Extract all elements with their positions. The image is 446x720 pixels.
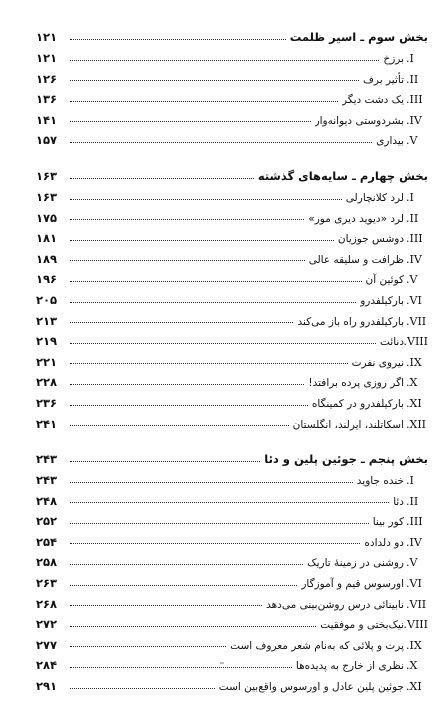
dot-leader bbox=[70, 121, 311, 122]
dot-leader bbox=[70, 585, 297, 586]
chapter-numeral: IV. bbox=[406, 113, 422, 127]
page-number: ۲۳۶ bbox=[36, 395, 58, 410]
toc-entry bbox=[36, 290, 428, 311]
chapter-title: اگر روزی پرده برافتد! bbox=[308, 377, 404, 390]
toc-entry bbox=[36, 393, 428, 414]
section-four bbox=[36, 165, 428, 434]
dot-leader bbox=[70, 240, 334, 241]
dot-leader bbox=[70, 461, 260, 462]
page-number: ۲۴۳ bbox=[36, 452, 58, 467]
chapter-title: پرت و پلائی که به‌نام شعر معروف است bbox=[230, 639, 404, 652]
chapter-numeral: V. bbox=[406, 134, 418, 148]
chapter-numeral: V. bbox=[406, 273, 418, 287]
page-number: ۱۶۳ bbox=[36, 168, 58, 183]
chapter-numeral: VI. bbox=[406, 577, 422, 591]
dot-leader bbox=[70, 543, 360, 544]
chapter-title: بارکیلفدرو راه باز می‌کند bbox=[297, 315, 404, 328]
page-number: ۲۴۱ bbox=[36, 416, 58, 431]
page-number: ۱۸۱ bbox=[36, 231, 58, 246]
dot-leader bbox=[70, 363, 348, 364]
page-number: ۲۱۳ bbox=[36, 313, 58, 328]
dot-leader bbox=[70, 101, 338, 102]
toc-entry bbox=[36, 614, 428, 635]
toc-entry bbox=[36, 269, 428, 290]
dot-leader bbox=[70, 482, 353, 483]
chapter-title: دنائت bbox=[379, 336, 404, 349]
chapter-numeral: X. bbox=[406, 376, 418, 390]
page-number: ۲۸۴ bbox=[36, 658, 58, 673]
chapter-numeral: VI. bbox=[406, 293, 422, 307]
dot-leader bbox=[70, 219, 304, 220]
chapter-numeral: IX. bbox=[406, 638, 422, 652]
toc-entry bbox=[36, 249, 428, 270]
page-number: ۲۲۱ bbox=[36, 354, 58, 369]
dot-leader bbox=[70, 260, 305, 261]
dot-leader bbox=[70, 199, 342, 200]
chapter-numeral: VIII. bbox=[403, 335, 428, 349]
chapter-numeral: VII. bbox=[406, 597, 427, 611]
toc-entry bbox=[36, 470, 428, 491]
chapter-numeral: II. bbox=[406, 211, 419, 225]
page-number: ۲۴۸ bbox=[36, 493, 58, 508]
dot-leader bbox=[70, 667, 292, 668]
section-heading bbox=[36, 26, 428, 48]
page-number: ۱۷۵ bbox=[36, 210, 58, 225]
page-number: ۱۶۳ bbox=[36, 189, 58, 204]
page-number: ۲۵۸ bbox=[36, 555, 58, 570]
dot-leader bbox=[70, 39, 286, 40]
chapter-numeral: IX. bbox=[406, 355, 422, 369]
page-number: ۲۱۹ bbox=[36, 334, 58, 349]
toc-entry bbox=[36, 187, 428, 208]
page-number: ۱۸۹ bbox=[36, 251, 58, 266]
toc-entry bbox=[36, 552, 428, 573]
chapter-numeral: II. bbox=[406, 72, 419, 86]
chapter-numeral: X. bbox=[406, 659, 418, 673]
dot-leader bbox=[70, 281, 362, 282]
chapter-title: بیداری bbox=[376, 135, 404, 148]
page-number: ۲۰۵ bbox=[36, 292, 58, 307]
dot-leader bbox=[70, 626, 316, 627]
page-number: ۲۷۷ bbox=[36, 637, 58, 652]
chapter-title: نیروی نفرت bbox=[351, 356, 404, 369]
dot-leader bbox=[70, 405, 308, 406]
chapter-title: کور بینا bbox=[372, 516, 404, 529]
dot-leader bbox=[70, 178, 254, 179]
chapter-title: خنده جاوید bbox=[356, 475, 404, 488]
dot-leader bbox=[70, 564, 303, 565]
dot-leader bbox=[70, 646, 226, 647]
section-title: بخش پنجم ـ جوئین پلین و دئا bbox=[264, 452, 428, 467]
page-number: ۱۴۱ bbox=[36, 112, 58, 127]
dot-leader bbox=[70, 523, 369, 524]
chapter-numeral: VIII. bbox=[403, 618, 428, 632]
chapter-title: اورسوس قیم و آموزگار bbox=[301, 578, 404, 591]
toc-entry bbox=[36, 491, 428, 512]
dot-leader bbox=[70, 322, 293, 323]
page-number: ۱۲۶ bbox=[36, 71, 58, 86]
page-number: ۱۵۷ bbox=[36, 133, 58, 148]
dot-leader bbox=[70, 384, 304, 385]
section-five bbox=[36, 448, 428, 697]
page-speck bbox=[220, 662, 224, 664]
chapter-title: یک دشت دیگر bbox=[342, 94, 404, 107]
dot-leader bbox=[70, 688, 215, 689]
page-number: ۱۲۱ bbox=[36, 51, 58, 65]
chapter-title: ظرافت و سلیقه عالی bbox=[308, 253, 404, 266]
chapter-title: اسکاتلند، ایرلند، انگلستان bbox=[292, 418, 404, 431]
section-three bbox=[36, 26, 428, 151]
dot-leader bbox=[70, 142, 372, 143]
chapter-numeral: XI. bbox=[406, 680, 422, 694]
toc-entry bbox=[36, 414, 428, 435]
toc-entry bbox=[36, 352, 428, 373]
page-number: ۲۵۴ bbox=[36, 534, 58, 549]
toc-entry bbox=[36, 655, 428, 676]
chapter-title: دوشس جوزیان bbox=[337, 233, 404, 246]
page-number: ۲۲۸ bbox=[36, 375, 58, 390]
toc-entry bbox=[36, 594, 428, 615]
dot-leader bbox=[70, 425, 289, 426]
page-number: ۱۹۶ bbox=[36, 272, 58, 287]
toc-entry bbox=[36, 89, 428, 110]
page-number: ۲۷۲ bbox=[36, 617, 58, 632]
dot-leader bbox=[70, 502, 389, 503]
chapter-numeral: IV. bbox=[406, 535, 422, 549]
chapter-numeral: I. bbox=[406, 190, 414, 204]
toc-entry bbox=[36, 48, 428, 69]
chapter-title: دو دلداده bbox=[364, 536, 404, 549]
chapter-numeral: V. bbox=[406, 556, 418, 570]
page-number: ۲۵۲ bbox=[36, 514, 58, 529]
toc-entry bbox=[36, 511, 428, 532]
page-number: ۱۳۶ bbox=[36, 92, 58, 107]
toc-entry bbox=[36, 69, 428, 90]
chapter-title: بارکیلفدرو bbox=[360, 294, 404, 307]
chapter-numeral: III. bbox=[406, 232, 423, 246]
chapter-numeral: XII. bbox=[406, 417, 427, 431]
page-number: ۲۶۸ bbox=[36, 596, 58, 611]
page-number: ۲۴۳ bbox=[36, 473, 58, 488]
table-of-contents bbox=[36, 26, 428, 697]
page-number: ۲۹۱ bbox=[36, 679, 58, 694]
dot-leader bbox=[70, 343, 376, 344]
chapter-title: نیک‌بختی و موفقیت bbox=[320, 619, 404, 632]
chapter-title: لرد کلانچارلی bbox=[345, 191, 404, 204]
chapter-numeral: VII. bbox=[406, 314, 427, 328]
toc-entry bbox=[36, 208, 428, 229]
chapter-title: برزخ bbox=[383, 53, 404, 65]
toc-entry bbox=[36, 573, 428, 594]
dot-leader bbox=[70, 80, 359, 81]
chapter-title: نظری از خارج به پدیده‌ها bbox=[295, 660, 404, 673]
dot-leader bbox=[70, 60, 379, 61]
chapter-title: کوئین آن bbox=[365, 274, 404, 287]
chapter-numeral: I. bbox=[406, 474, 414, 488]
toc-entry bbox=[36, 311, 428, 332]
toc-entry bbox=[36, 676, 428, 697]
chapter-title: لرد «دیوید دیری مور» bbox=[308, 212, 404, 225]
toc-entry bbox=[36, 635, 428, 656]
chapter-title: تأثیر برف bbox=[363, 73, 404, 86]
chapter-title: جوئین پلین عادل و اورسوس واقع‌بین است bbox=[218, 681, 404, 694]
chapter-numeral: II. bbox=[406, 494, 419, 508]
dot-leader bbox=[70, 302, 356, 303]
page-number: ۲۶۳ bbox=[36, 576, 58, 591]
toc-entry bbox=[36, 228, 428, 249]
chapter-numeral: IV. bbox=[406, 252, 422, 266]
chapter-title: روشنی در زمینهٔ تاریک bbox=[307, 557, 404, 570]
chapter-title: بشردوستی دیوانه‌وار bbox=[314, 114, 404, 127]
toc-entry bbox=[36, 331, 428, 352]
section-title: بخش سوم ـ اسیر ظلمت bbox=[289, 30, 428, 44]
toc-entry bbox=[36, 130, 428, 151]
dot-leader bbox=[70, 605, 262, 606]
chapter-title: بارکیلفدرو در کمینگاه bbox=[311, 397, 404, 410]
chapter-title: نابینائی درس روشن‌بینی می‌دهد bbox=[266, 598, 404, 611]
section-heading bbox=[36, 448, 428, 470]
page-number: ۱۲۱ bbox=[36, 30, 58, 44]
section-heading bbox=[36, 165, 428, 187]
chapter-numeral: XI. bbox=[406, 396, 422, 410]
toc-entry bbox=[36, 110, 428, 131]
toc-entry bbox=[36, 532, 428, 553]
chapter-title: دئا bbox=[393, 495, 404, 508]
chapter-numeral: III. bbox=[406, 93, 423, 107]
section-title: بخش چهارم ـ سایه‌های گذشته bbox=[257, 168, 428, 183]
toc-entry bbox=[36, 372, 428, 393]
chapter-numeral: III. bbox=[406, 515, 423, 529]
chapter-numeral: I. bbox=[406, 52, 414, 65]
